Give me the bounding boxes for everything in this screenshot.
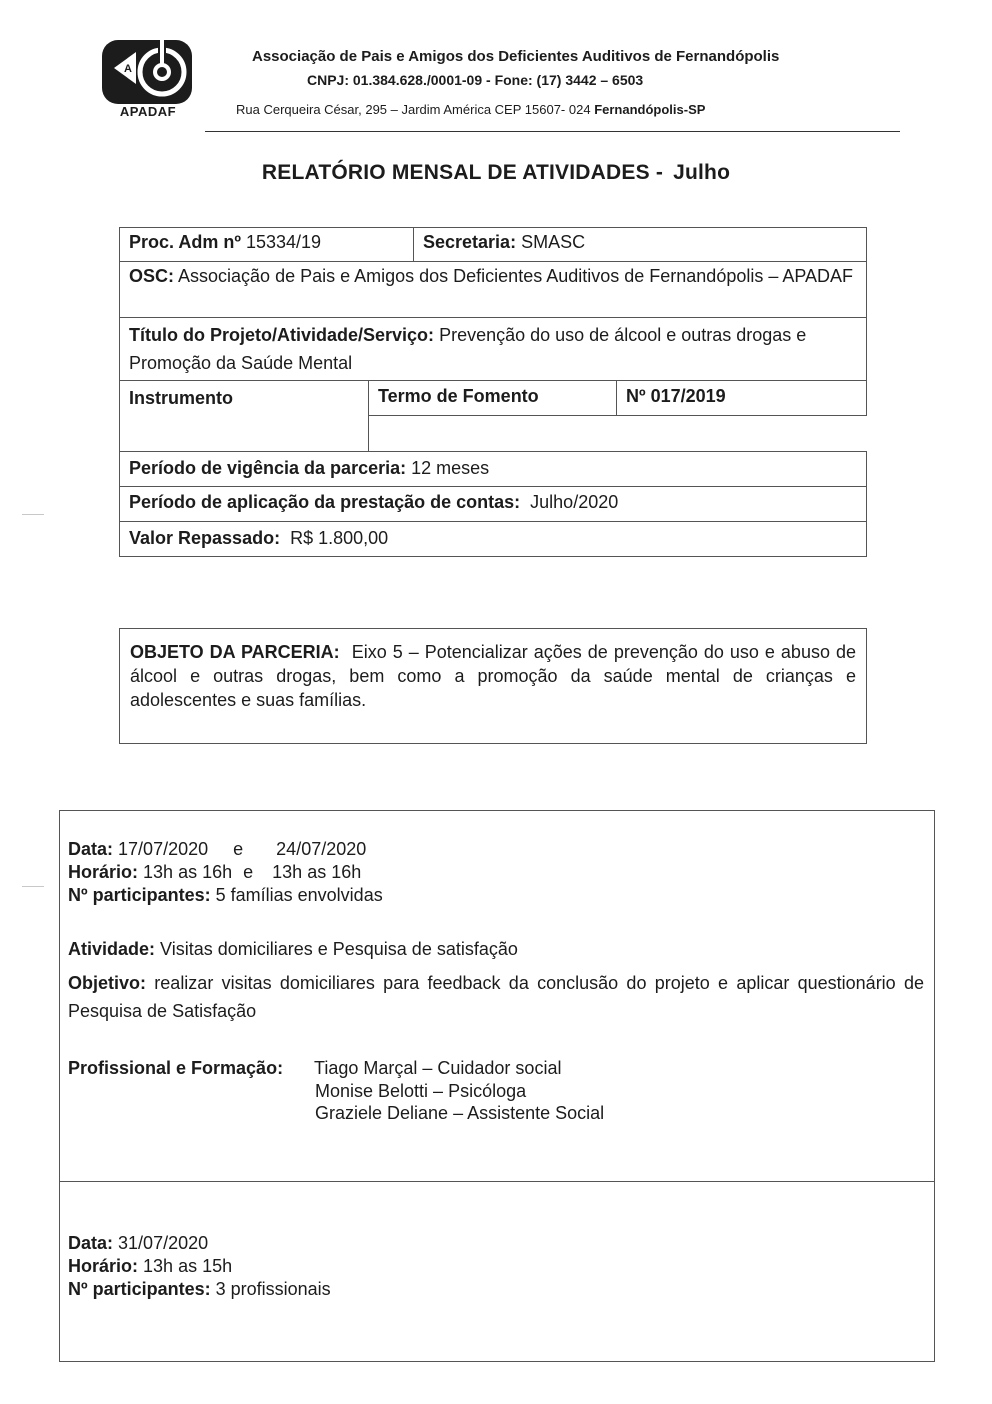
- secretaria-value: SMASC: [521, 232, 586, 252]
- activity-1-date-label: Data:: [68, 839, 114, 859]
- objeto-label: OBJETO DA PARCERIA:: [130, 642, 340, 662]
- termo-cell: [368, 380, 617, 416]
- vigencia-label: Período de vigência da parceria:: [129, 458, 407, 478]
- activity-1-objetivo: [68, 969, 924, 1025]
- objeto-text: Eixo 5 – Potencializar ações de prevenção do uso e abuso de álcool e outras drogas, bem como a promoção da saúde mental de crianças e adolescentes e suas famílias.: [130, 642, 856, 710]
- secretaria-cell: [413, 227, 867, 262]
- address-line: [236, 102, 705, 117]
- activity-1-date-line: [68, 838, 366, 860]
- activity-2-participants-value: 3 profissionais: [215, 1279, 331, 1299]
- scan-mark: [22, 514, 44, 515]
- instrumento-empty-cell: [368, 415, 867, 452]
- instrumento-cell: [119, 380, 369, 452]
- vigencia-value: 12 meses: [411, 458, 490, 478]
- activity-2-date-value: 31/07/2020: [118, 1233, 209, 1253]
- osc-value: Associação de Pais e Amigos dos Deficientes Auditivos de Fernandópolis – APADAF: [178, 266, 854, 286]
- activity-1-time-1: 13h as 16h: [143, 862, 233, 882]
- report-title-text: RELATÓRIO MENSAL DE ATIVIDADES -: [261, 161, 664, 184]
- instrumento-label: Instrumento: [129, 388, 234, 408]
- activity-2-participants-label: Nº participantes:: [68, 1279, 211, 1299]
- svg-text:A: A: [124, 63, 132, 75]
- activity-1-atividade-line: [68, 938, 518, 960]
- report-title: [0, 161, 992, 185]
- cnpj-phone-line: CNPJ: 01.384.628./0001-09 - Fone: (17) 3442 – 6503: [307, 72, 644, 88]
- termo-number: Nº 017/2019: [626, 386, 726, 406]
- activity-1-profissional-2: Monise Belotti – Psicóloga: [315, 1081, 527, 1101]
- proc-adm-label: Proc. Adm nº: [129, 232, 241, 252]
- report-month: Julho: [673, 161, 731, 184]
- address-city: Fernandópolis-SP: [594, 102, 706, 117]
- valor-label: Valor Repassado:: [129, 528, 281, 548]
- numero-cell: [616, 380, 867, 416]
- titulo-cell: [119, 317, 867, 381]
- activity-1-objetivo-label: Objetivo:: [68, 973, 147, 993]
- valor-value: R$ 1.800,00: [290, 528, 389, 548]
- scan-mark: [22, 886, 44, 887]
- activity-1-time-sep: e: [243, 862, 254, 882]
- valor-cell: [119, 521, 867, 557]
- activity-1-profissional-label: Profissional e Formação:: [68, 1058, 284, 1078]
- activity-2-time-label: Horário:: [68, 1256, 139, 1276]
- osc-cell: [119, 261, 867, 318]
- logo-text: APADAF: [119, 104, 177, 119]
- secretaria-label: Secretaria:: [423, 232, 517, 252]
- activity-1-date-1: 17/07/2020: [118, 839, 209, 859]
- activity-2-date-line: [68, 1232, 208, 1254]
- aplicacao-label: Período de aplicação da prestação de contas:: [129, 492, 521, 512]
- activity-1-objetivo-value: realizar visitas domiciliares para feedback da conclusão do projeto e aplicar questionário de Pesquisa de Satisfação: [68, 973, 924, 1021]
- activity-1-atividade-value: Visitas domiciliares e Pesquisa de satisfação: [160, 939, 518, 959]
- activity-2-participants-line: [68, 1278, 331, 1300]
- activity-1-profissional-1: Tiago Marçal – Cuidador social: [314, 1058, 562, 1078]
- activity-1-date-2: 24/07/2020: [276, 839, 367, 859]
- activity-1-participants-value: 5 famílias envolvidas: [215, 885, 383, 905]
- activity-1-time-2: 13h as 16h: [272, 862, 362, 882]
- titulo-value: Prevenção do uso de álcool e outras drogas e Promoção da Saúde Mental: [129, 325, 807, 373]
- vigencia-cell: [119, 451, 867, 487]
- activity-1-date-sep: e: [233, 839, 244, 859]
- activity-1-profissional-line: [68, 1057, 283, 1079]
- aplicacao-value: Julho/2020: [530, 492, 619, 512]
- activity-1-time-label: Horário:: [68, 862, 139, 882]
- header-divider: [205, 131, 900, 132]
- activity-1-time-line: [68, 861, 361, 883]
- activity-2-time-value: 13h as 15h: [143, 1256, 233, 1276]
- activity-1-profissional-3: Graziele Deliane – Assistente Social: [315, 1103, 605, 1123]
- activities-divider: [59, 1181, 935, 1182]
- termo-label: Termo de Fomento: [378, 386, 539, 406]
- titulo-label: Título do Projeto/Atividade/Serviço:: [129, 325, 435, 345]
- activity-1-atividade-label: Atividade:: [68, 939, 156, 959]
- activity-1-participants-line: [68, 884, 383, 906]
- activity-2-date-label: Data:: [68, 1233, 114, 1253]
- proc-adm-cell: [119, 227, 414, 262]
- proc-adm-value: 15334/19: [245, 232, 322, 252]
- activity-1-participants-label: Nº participantes:: [68, 885, 211, 905]
- osc-label: OSC:: [129, 266, 174, 286]
- objeto-parceria-box: [119, 628, 867, 744]
- aplicacao-cell: [119, 486, 867, 522]
- organization-name: Associação de Pais e Amigos dos Deficientes Auditivos de Fernandópolis: [252, 48, 780, 65]
- address-street: Rua Cerqueira César, 295 – Jardim América CEP 15607- 024: [236, 102, 595, 117]
- activity-2-time-line: [68, 1255, 232, 1277]
